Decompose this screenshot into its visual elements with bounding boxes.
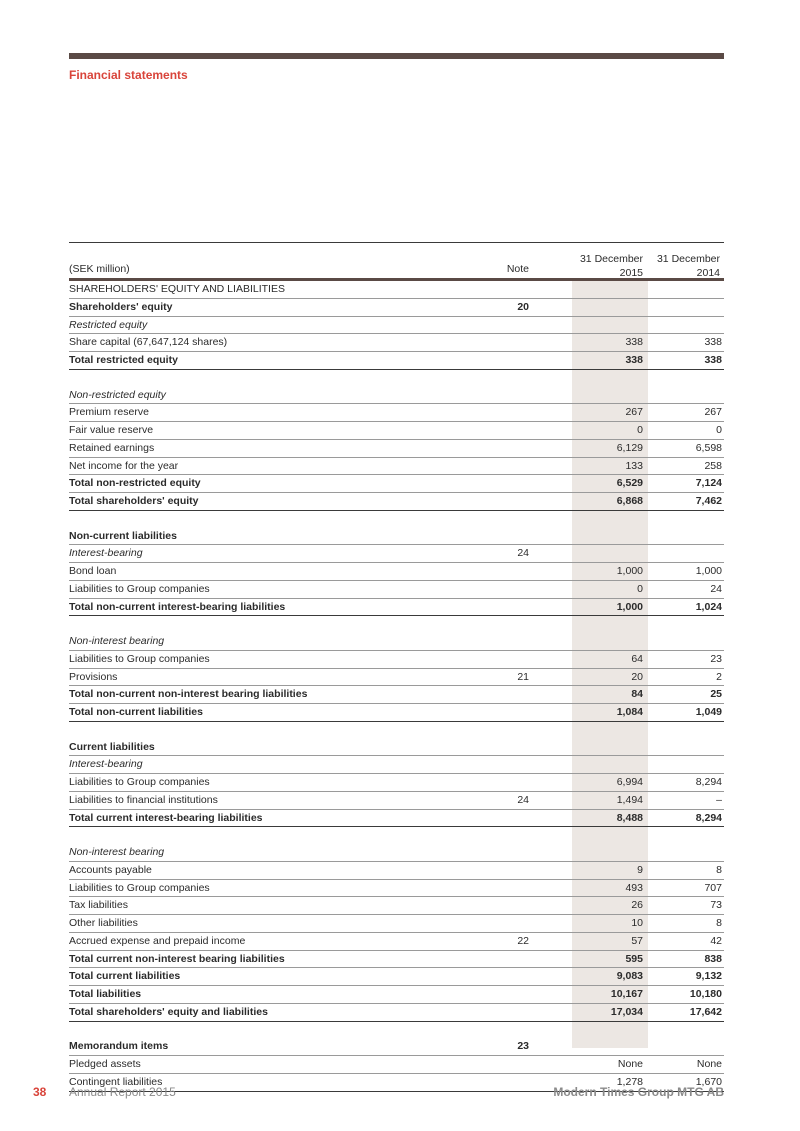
row-label: Total non-current interest-bearing liabilities [69, 600, 286, 613]
value-2014: 25 [710, 688, 722, 701]
value-2015: 17,034 [610, 1005, 643, 1018]
row-label: Interest-bearing [69, 547, 143, 560]
row-label: Non-restricted equity [69, 388, 166, 401]
row-label: Bond loan [69, 565, 117, 577]
section-spacer [69, 616, 724, 633]
section-spacer [69, 827, 724, 844]
row-label: Interest-bearing [69, 758, 143, 771]
value-2015: 595 [625, 952, 643, 965]
table-row [69, 404, 724, 422]
value-2015: 6,129 [616, 441, 643, 454]
table-row [69, 862, 724, 880]
row-label: Pledged assets [69, 1058, 141, 1070]
value-2014: 10,180 [689, 988, 722, 1000]
header-note: Note [506, 263, 529, 275]
value-2014: 6,598 [695, 441, 722, 454]
report-name: Annual Report 2015 [69, 1085, 176, 1099]
table-row [69, 897, 724, 915]
value-2014: 1,024 [695, 600, 722, 613]
value-2014: 7,124 [695, 477, 722, 490]
value-2015: 57 [631, 934, 643, 947]
row-label: Liabilities to Group companies [69, 582, 210, 595]
table-row [69, 1056, 724, 1074]
table-row [69, 545, 724, 563]
value-2015: 267 [625, 406, 643, 419]
table-row [69, 880, 724, 898]
table-row [69, 581, 724, 599]
table-row [69, 352, 724, 370]
table-row [69, 686, 724, 704]
table-row [69, 792, 724, 810]
header-2015: 31 December 2015 [579, 253, 643, 279]
table-row [69, 317, 724, 335]
top-accent-bar [69, 53, 724, 59]
row-label: Non-current liabilities [69, 529, 177, 542]
table-row [69, 844, 724, 862]
row-label: Restricted equity [69, 318, 148, 331]
page-number: 38 [33, 1085, 47, 1099]
value-2014: 8 [716, 863, 722, 876]
value-2015: 10,167 [610, 988, 643, 1000]
table-header [69, 243, 724, 278]
row-label: Other liabilities [69, 917, 138, 929]
row-label: Premium reserve [69, 406, 149, 419]
header-unit-label: (SEK million) [69, 263, 130, 275]
row-label: Liabilities to Group companies [69, 652, 210, 665]
value-2015: 84 [631, 688, 643, 701]
row-note: 20 [517, 300, 529, 313]
table-row [69, 951, 724, 969]
table-row [69, 756, 724, 774]
row-label: Retained earnings [69, 441, 155, 454]
table-row [69, 633, 724, 651]
row-label: Total non-current liabilities [69, 706, 203, 718]
table-row [69, 422, 724, 440]
row-label: Shareholders' equity [69, 300, 173, 313]
value-2015: 64 [631, 652, 643, 665]
value-2014: 1,049 [695, 706, 722, 718]
value-2015: 338 [625, 336, 643, 349]
row-label: Share capital (67,647,124 shares) [69, 336, 228, 349]
value-2014: 7,462 [695, 495, 722, 507]
table-row [69, 475, 724, 493]
value-2014: 23 [710, 652, 722, 665]
value-2015: 133 [625, 459, 643, 472]
value-2014: 8,294 [695, 811, 722, 824]
row-label: Contingent liabilities [69, 1075, 163, 1088]
section-title: Financial statements [69, 68, 188, 82]
value-2015: 6,994 [616, 776, 643, 788]
row-note: 22 [517, 934, 529, 947]
row-label: Total restricted equity [69, 354, 178, 366]
table-row [69, 651, 724, 669]
company-name: Modern Times Group MTG AB [553, 1085, 724, 1099]
row-label: Provisions [69, 670, 118, 683]
value-2014: 42 [710, 934, 722, 947]
table-row [69, 387, 724, 405]
table-row [69, 493, 724, 511]
table-row [69, 1004, 724, 1022]
value-2014: 2 [716, 670, 722, 683]
value-2015: 1,494 [616, 793, 643, 806]
row-label: Liabilities to financial institutions [69, 793, 218, 806]
value-2015: 493 [625, 881, 643, 894]
value-2014: – [716, 793, 722, 806]
row-label: Memorandum items [69, 1040, 169, 1053]
row-label: SHAREHOLDERS' EQUITY AND LIABILITIES [69, 283, 285, 295]
section-spacer [69, 722, 724, 739]
section-spacer [69, 511, 724, 528]
value-2014: 338 [704, 336, 722, 349]
section-spacer [69, 1022, 724, 1039]
row-label: Tax liabilities [69, 899, 128, 912]
table-row [69, 933, 724, 951]
table-row [69, 458, 724, 476]
table-row [69, 915, 724, 933]
row-label: Total non-current non-interest bearing liabilities [69, 688, 308, 701]
value-2015: 0 [637, 582, 643, 595]
balance-sheet-table [69, 242, 724, 1092]
value-2014: 73 [710, 899, 722, 912]
row-label: Total current interest-bearing liabilities [69, 811, 263, 824]
row-label: Non-interest bearing [69, 846, 165, 858]
row-label: Accounts payable [69, 863, 152, 876]
table-row [69, 599, 724, 617]
value-2015: 8,488 [616, 811, 643, 824]
row-label: Net income for the year [69, 459, 179, 472]
value-2015: 6,868 [616, 495, 643, 507]
row-label: Total non-restricted equity [69, 477, 201, 490]
row-label: Current liabilities [69, 740, 155, 753]
value-2014: 838 [704, 952, 722, 965]
value-2014: 9,132 [695, 970, 722, 983]
value-2015: 6,529 [616, 477, 643, 490]
value-2015: 1,084 [616, 706, 643, 718]
row-label: Fair value reserve [69, 424, 154, 436]
value-2015: 20 [631, 670, 643, 683]
value-2015: 0 [637, 424, 643, 436]
row-label: Total current liabilities [69, 970, 181, 983]
value-2015: 1,000 [616, 600, 643, 613]
row-note: 24 [517, 547, 529, 560]
table-row [69, 281, 724, 299]
table-row [69, 739, 724, 757]
value-2014: 1,000 [695, 565, 722, 577]
value-2015: 9 [637, 863, 643, 876]
value-2014: 17,642 [689, 1005, 722, 1018]
row-label: Liabilities to Group companies [69, 881, 210, 894]
value-2015: 9,083 [616, 970, 643, 983]
table-row [69, 810, 724, 828]
value-2015: 1,000 [616, 565, 643, 577]
row-note: 23 [517, 1040, 529, 1053]
row-label: Total shareholders' equity [69, 495, 199, 507]
table-row [69, 669, 724, 687]
value-2014: 338 [704, 354, 722, 366]
table-row [69, 704, 724, 722]
value-2014: 707 [704, 881, 722, 894]
value-2014: 267 [704, 406, 722, 419]
row-label: Total liabilities [69, 988, 142, 1000]
value-2014: 24 [710, 582, 722, 595]
table-row [69, 986, 724, 1004]
section-spacer [69, 370, 724, 387]
row-label: Total current non-interest bearing liabilities [69, 952, 285, 965]
row-label: Liabilities to Group companies [69, 776, 210, 788]
table-row [69, 1038, 724, 1056]
value-2014: 1,670 [695, 1075, 722, 1088]
table-row [69, 440, 724, 458]
row-label: Total shareholders' equity and liabilities [69, 1005, 268, 1018]
value-2015: 10 [631, 917, 643, 929]
table-body [69, 281, 724, 1092]
table-row [69, 299, 724, 317]
value-2014: 8 [716, 917, 722, 929]
value-2015: None [617, 1058, 643, 1070]
value-2014: None [696, 1058, 722, 1070]
value-2015: 338 [625, 354, 643, 366]
table-row [69, 528, 724, 546]
header-2014: 31 December 2014 [656, 253, 720, 279]
table-row [69, 968, 724, 986]
row-label: Accrued expense and prepaid income [69, 934, 246, 947]
row-label: Non-interest bearing [69, 635, 165, 647]
row-note: 24 [517, 793, 529, 806]
value-2014: 0 [716, 424, 722, 436]
table-row [69, 563, 724, 581]
row-note: 21 [517, 670, 529, 683]
value-2015: 1,278 [616, 1075, 643, 1088]
value-2014: 8,294 [695, 776, 722, 788]
table-row [69, 334, 724, 352]
table-row [69, 774, 724, 792]
value-2015: 26 [631, 899, 643, 912]
value-2014: 258 [704, 459, 722, 472]
